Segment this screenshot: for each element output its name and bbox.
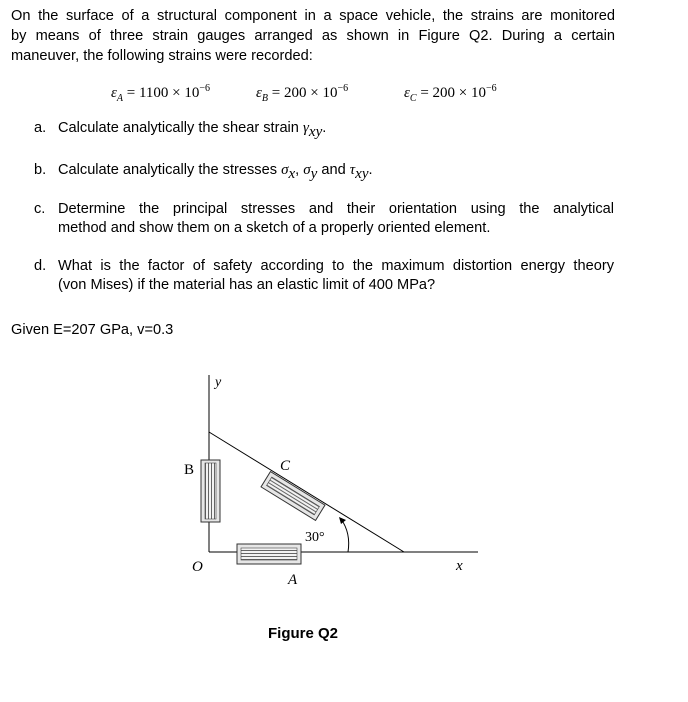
strain-a: $\varepsilon_A = 1100 \times 10^{-6}$ — [111, 83, 211, 104]
question-d-text: What is the factor of safety according to the maximum distortion energy theory (von Mises) if the material has an elastic limit of 400 MPa? — [58, 258, 614, 293]
question-a-text: Calculate analytically the shear strain $\gamma_{xy}$. — [58, 120, 327, 140]
question-d-label: d. — [34, 258, 47, 274]
gauge-b — [201, 460, 220, 522]
question-c-label: c. — [34, 201, 46, 217]
intro-line-2: by means of three strain gauges arranged as shown in Figure Q2. During a certain — [11, 28, 615, 44]
figure-caption: Figure Q2 — [268, 625, 339, 642]
origin-label: O — [192, 559, 203, 575]
angle-label: 30° — [305, 530, 325, 545]
gauge-c — [261, 472, 325, 521]
x-axis-label: x — [456, 558, 463, 574]
gauge-a-label: A — [288, 572, 298, 588]
gauge-c-label: C — [280, 458, 291, 474]
question-b-label: b. — [34, 162, 47, 178]
angle-arrowhead — [339, 517, 346, 524]
gauge-b-label: B — [184, 462, 195, 478]
question-c-text: Determine the principal stresses and their orientation using the analytical method and show them on a sketch of a properly oriented element. — [58, 201, 614, 236]
strain-b: $\varepsilon_B = 200 \times 10^{-6}$ — [256, 83, 349, 104]
question-b-text: Calculate analytically the stresses $\sigma_x$, $\sigma_y$ and $\tau_{xy}$. — [58, 162, 373, 182]
angle-arc — [341, 519, 349, 552]
strain-c: $\varepsilon_C = 200 \times 10^{-6}$ — [404, 83, 497, 104]
given-properties: Given E=207 GPa, v=0.3 — [11, 322, 174, 338]
y-axis-label: y — [215, 375, 222, 390]
intro-line-1: On the surface of a structural component in a space vehicle, the strains are monitored — [11, 8, 615, 24]
intro-line-3: maneuver, the following strains were recorded: — [11, 48, 313, 64]
question-a-label: a. — [34, 120, 47, 136]
gauge-a — [237, 544, 301, 564]
